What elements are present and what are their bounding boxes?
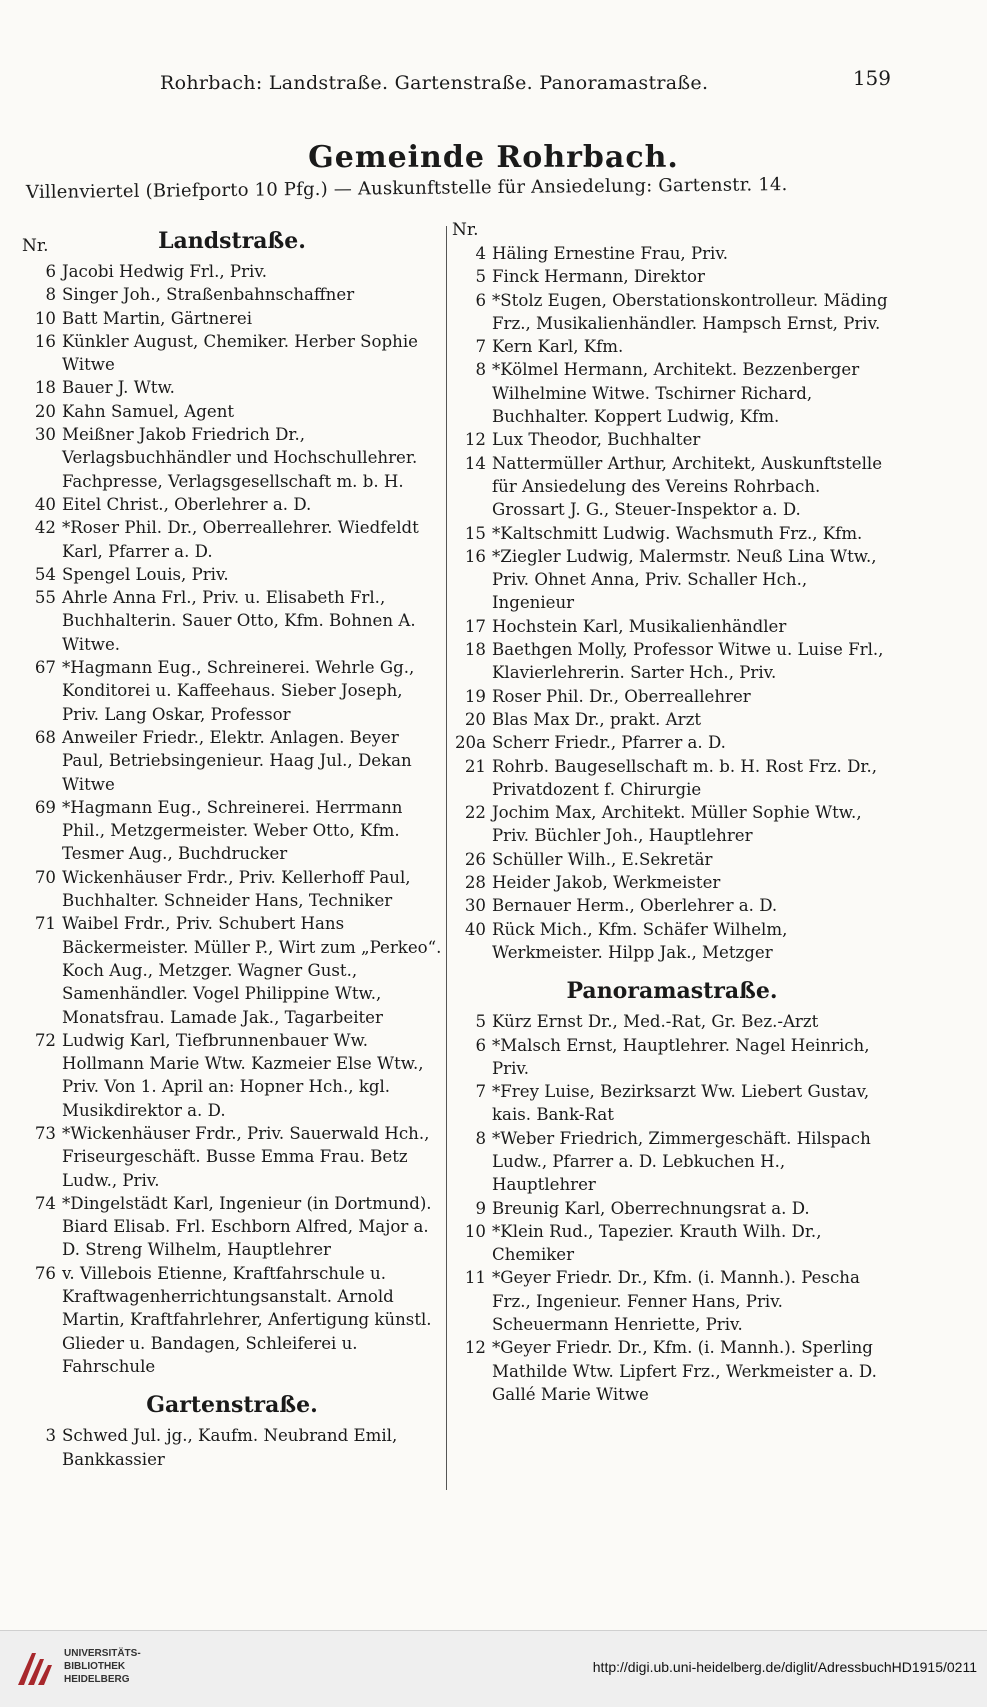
directory-entry — [452, 1336, 892, 1406]
resident-text: v. Villebois Etienne, Kraftfahrschule u. Kraftwagenherrichtungsanstalt. Arnold Martin, Kraftfahrlehrer, Anfertigung künstl. Glieder u. Bandagen, Schleiferei u. Fahrschule — [62, 1263, 432, 1376]
right-column — [452, 222, 892, 1406]
directory-entry — [22, 866, 442, 913]
house-number: 69 — [34, 797, 56, 817]
house-number: 10 — [464, 1221, 486, 1241]
house-number: 74 — [34, 1193, 56, 1213]
house-number: 20 — [464, 709, 486, 729]
directory-entry — [452, 1010, 892, 1033]
resident-text: Breunig Karl, Oberrechnungsrat a. D. — [492, 1198, 810, 1218]
directory-entry — [452, 1080, 892, 1127]
list-panoramastrasse — [452, 1010, 892, 1406]
directory-entry — [22, 516, 442, 563]
resident-text: Wickenhäuser Frdr., Priv. Kellerhoff Paul, Buchhalter. Schneider Hans, Techniker — [62, 867, 411, 911]
resident-text: Kahn Samuel, Agent — [62, 401, 235, 421]
resident-text: Schüller Wilh., E.Sekretär — [492, 849, 713, 869]
directory-entry — [22, 726, 442, 796]
directory-entry — [452, 1127, 892, 1197]
directory-entry — [22, 283, 442, 306]
resident-text: Baethgen Molly, Professor Witwe u. Luise Frl., Klavierlehrerin. Sarter Hch., Priv. — [492, 640, 884, 683]
resident-text: Schwed Jul. jg., Kaufm. Neubrand Emil, Bankkassier — [62, 1426, 398, 1469]
house-number: 28 — [464, 873, 486, 893]
resident-text: Künkler August, Chemiker. Herber Sophie Witwe — [62, 331, 418, 375]
directory-entry — [22, 796, 442, 866]
resident-text: Rück Mich., Kfm. Schäfer Wilhelm, Werkmeister. Hilpp Jak., Metzger — [492, 919, 788, 962]
house-number: 18 — [464, 640, 486, 660]
resident-text: *Kölmel Hermann, Architekt. Bezzenberger Wilhelmine Witwe. Tschirner Richard, Buchhalter. Koppert Ludwig, Kfm. — [492, 360, 860, 427]
directory-entry — [22, 376, 442, 399]
house-number: 26 — [464, 849, 486, 869]
directory-entry — [22, 260, 442, 283]
directory-entry — [22, 586, 442, 656]
directory-entry — [452, 428, 892, 451]
resident-text: Jochim Max, Architekt. Müller Sophie Wtw., Priv. Büchler Joh., Hauptlehrer — [492, 803, 862, 846]
directory-entry — [452, 731, 892, 754]
resident-text: Jacobi Hedwig Frl., Priv. — [62, 262, 268, 281]
resident-text: Ludwig Karl, Tiefbrunnenbauer Ww. Hollmann Marie Wtw. Kazmeier Else Wtw., Priv. Von 1. April an: Hopner Hch., kgl. Musikdirektor a. D. — [62, 1030, 424, 1120]
house-number: 40 — [464, 919, 486, 939]
page-subtitle: Villenviertel (Briefporto 10 Pfg.) — Auskunftstelle für Ansiedelung: Gartenstr. 14. — [25, 174, 788, 203]
directory-entry — [452, 685, 892, 708]
ub-heidelberg-logo-icon — [12, 1645, 56, 1689]
house-number: 55 — [34, 588, 56, 608]
resident-text: Meißner Jakob Friedrich Dr., Verlagsbuchhändler und Hochschullehrer. Fachpresse, Verlagsgesellschaft m. b. H. — [62, 425, 418, 491]
house-number: 19 — [464, 686, 486, 706]
house-number: 40 — [34, 494, 56, 514]
house-number: 30 — [34, 425, 56, 445]
resident-text: Bernauer Herm., Oberlehrer a. D. — [492, 896, 778, 916]
house-number: 8 — [45, 285, 56, 305]
house-number: 54 — [34, 564, 56, 584]
house-number: 12 — [464, 430, 486, 450]
directory-entry — [452, 1034, 892, 1081]
house-number: 7 — [475, 1082, 486, 1102]
resident-text: Lux Theodor, Buchhalter — [492, 430, 701, 450]
resident-text: Kürz Ernst Dr., Med.-Rat, Gr. Bez.-Arzt — [492, 1012, 819, 1032]
resident-text: Spengel Louis, Priv. — [62, 564, 229, 584]
directory-entry — [22, 493, 442, 516]
house-number: 16 — [464, 546, 486, 566]
resident-text: Roser Phil. Dr., Oberreallehrer — [492, 686, 751, 706]
directory-entry — [452, 1220, 892, 1267]
resident-text: *Roser Phil. Dr., Oberreallehrer. Wiedfeldt Karl, Pfarrer a. D. — [62, 518, 419, 561]
directory-entry — [22, 423, 442, 493]
resident-text: *Geyer Friedr. Dr., Kfm. (i. Mannh.). Sperling Mathilde Wtw. Lipfert Frz., Werkmeister a. D. Gallé Marie Witwe — [492, 1338, 877, 1404]
house-number: 76 — [34, 1263, 56, 1283]
house-number: 7 — [475, 337, 486, 357]
resident-text: Anweiler Friedr., Elektr. Anlagen. Beyer Paul, Betriebsingenieur. Haag Jul., Dekan Witwe — [62, 727, 412, 794]
directory-entry — [452, 289, 892, 336]
house-number: 67 — [34, 658, 56, 678]
directory-entry — [452, 358, 892, 428]
source-url-link[interactable]: http://digi.ub.uni-heidelberg.de/diglit/AdressbuchHD1915/0211 — [592, 1659, 977, 1675]
resident-text: *Klein Rud., Tapezier. Krauth Wilh. Dr., Chemiker — [492, 1221, 822, 1265]
resident-text: Häling Ernestine Frau, Priv. — [492, 244, 729, 263]
directory-entry — [452, 1266, 892, 1336]
directory-entry — [452, 755, 892, 802]
directory-entry — [22, 1424, 442, 1471]
resident-text: Bauer J. Wtw. — [62, 378, 175, 398]
resident-text: *Geyer Friedr. Dr., Kfm. (i. Mannh.). Pescha Frz., Ingenieur. Fenner Hans, Priv. Scheuermann Henriette, Priv. — [492, 1268, 860, 1335]
directory-entry — [22, 400, 442, 423]
house-number: 11 — [464, 1268, 486, 1288]
directory-entry — [22, 1192, 442, 1262]
house-number: 6 — [45, 262, 56, 281]
house-number: 6 — [475, 1035, 486, 1055]
directory-entry — [452, 522, 892, 545]
running-header: Rohrbach: Landstraße. Gartenstraße. Panoramastraße. — [160, 72, 709, 94]
list-gartenstrasse — [22, 1424, 442, 1471]
house-number: 8 — [475, 360, 486, 380]
house-number: 5 — [475, 267, 486, 287]
heading-landstrasse: Landstraße. — [158, 228, 306, 254]
heading-gartenstrasse: Gartenstraße. — [146, 1392, 318, 1419]
resident-text: Finck Hermann, Direktor — [492, 267, 705, 287]
resident-text: Singer Joh., Straßenbahnschaffner — [62, 285, 355, 305]
house-number: 14 — [464, 453, 486, 473]
resident-text: *Frey Luise, Bezirksarzt Ww. Liebert Gustav, kais. Bank-Rat — [492, 1082, 870, 1125]
directory-entry — [452, 452, 892, 522]
directory-entry — [452, 615, 892, 638]
house-number: 10 — [34, 308, 56, 328]
directory-entry — [22, 912, 442, 1028]
page-number: 159 — [852, 66, 891, 90]
directory-entry — [452, 242, 892, 265]
house-number: 73 — [34, 1123, 56, 1143]
resident-text: Waibel Frdr., Priv. Schubert Hans Bäckermeister. Müller P., Wirt zum „Perkeo“. Koch Aug., Metzger. Wagner Gust., Samenhändler. Vogel Philippine Wtw., Monatsfrau. Lamade Jak., Tagarbeiter — [62, 914, 442, 1027]
resident-text: Blas Max Dr., prakt. Arzt — [492, 709, 701, 729]
house-number: 4 — [475, 244, 486, 263]
page-title: Gemeinde Rohrbach. — [308, 140, 679, 175]
house-number: 70 — [34, 867, 56, 887]
resident-text: Nattermüller Arthur, Architekt, Auskunftstelle für Ansiedelung des Vereins Rohrbach. Grossart J. G., Steuer-Inspektor a. D. — [492, 453, 883, 520]
resident-text: Eitel Christ., Oberlehrer a. D. — [62, 494, 312, 514]
left-column: Nr. Landstraße. 6 Jacobi Hedwig Frl., Priv. 8 Singer Joh., Straßenbahnschaffner 10 Batt Martin, Gärtnerei 16 Künkler August, Chemiker. Herber Sophie Witwe 18 Bauer J. Wtw. 20 Kahn Samuel, Agent 30 Meißner Jakob Friedrich Dr., Verlagsbuchhändler und Hochschullehrer. Fachpresse, Verlagsgesellschaft m. b. H. 40 Eitel Christ., Oberlehrer a. D. 42 *Roser Phil. Dr., Oberreallehrer. Wiedfeldt Karl, Pfarrer a. D. 54 Spengel Louis, Priv. 55 Ahrle Anna Frl., Priv. u. Elisabeth Frl., Buchhalterin. Sauer Otto, Kfm. Bohnen A. Witwe. 67 *Hagmann Eug., Schreinerei. Wehrle Gg., Konditorei u. Kaffeehaus. Sieber Joseph, Priv. Lang Oskar, Professor 68 Anweiler Friedr., Elektr. Anlagen. Beyer Paul, Betriebsingenieur. Haag Jul., Dekan Witwe 69 *Hagmann Eug., Schreinerei. Herrmann Phil., Metzgermeister. Weber Otto, Kfm. Tesmer Aug., Buchdrucker 70 Wickenhäuser Frdr., Priv. Kellerhoff Paul, Buchhalter. Schneider Hans, Techniker 71 Waibel Frdr., Priv. Schubert Hans Bäckermeister. Müller P., Wirt zum „Perkeo“. Koch Aug., Metzger. Wagner Gust., Samenhändler. Vogel Philippine Wtw., Monatsfrau. Lamade Jak., Tagarbeiter 72 Ludwig Karl, Tiefbrunnenbauer Ww. Hollmann Marie Wtw. Kazmeier Else Wtw., Priv. Von 1. April an: Hopner Hch., kgl. Musikdirektor a. D. 73 *Wickenhäuser Frdr., Priv. Sauerwald Hch., Friseurgeschäft. Busse Emma Frau. Betz Ludw., Priv. 74 *Dingelstädt Karl, Ingenieur (in Dortmund). Biard Elisab. Frl. Eschborn Alfred, Major a. D. Streng Wilhelm, Hauptlehrer 76 v. Villebois Etienne, Kraftfahrschule u. Kraftwagenherrichtungsanstalt. Arnold Martin, Kraftfahrlehrer, Anfertigung künstl. Glieder u. Bandagen, Schleiferei u. Fahrschule Gartenstraße. 3 Schwed Jul. jg., Kaufm. Neubrand Emil, Bankkassier — [22, 222, 442, 1471]
house-number: 9 — [475, 1198, 486, 1218]
directory-entry — [452, 638, 892, 685]
house-number: 72 — [34, 1030, 56, 1050]
footer-bar — [0, 1630, 987, 1707]
house-number: 15 — [464, 523, 486, 543]
directory-entry — [452, 1197, 892, 1220]
directory-entry — [452, 708, 892, 731]
house-number: 20a — [454, 733, 486, 753]
resident-text: *Hagmann Eug., Schreinerei. Wehrle Gg., Konditorei u. Kaffeehaus. Sieber Joseph, Priv. Lang Oskar, Professor — [62, 658, 415, 724]
house-number: 68 — [34, 727, 56, 747]
house-number: 8 — [475, 1128, 486, 1148]
resident-text: *Kaltschmitt Ludwig. Wachsmuth Frz., Kfm. — [492, 523, 863, 543]
house-number: 17 — [464, 616, 486, 636]
resident-text: Kern Karl, Kfm. — [492, 337, 624, 357]
list-landstrasse — [22, 260, 442, 1378]
house-number: 42 — [34, 518, 56, 538]
directory-entry — [22, 563, 442, 586]
house-number: 18 — [34, 378, 56, 398]
resident-text: Scherr Friedr., Pfarrer a. D. — [492, 733, 726, 753]
house-number: 20 — [34, 401, 56, 421]
house-number: 22 — [464, 803, 486, 823]
directory-entry — [22, 1029, 442, 1122]
directory-entry — [452, 871, 892, 894]
nr-label-right: Nr. — [452, 220, 479, 240]
resident-text: Batt Martin, Gärtnerei — [62, 308, 253, 328]
resident-text: *Stolz Eugen, Oberstationskontrolleur. Mäding Frz., Musikalienhändler. Hampsch Ernst, Priv. — [492, 290, 888, 333]
resident-text: *Ziegler Ludwig, Malermstr. Neuß Lina Wtw., Priv. Ohnet Anna, Priv. Schaller Hch., Ingenieur — [492, 546, 877, 613]
directory-entry — [22, 1262, 442, 1378]
resident-text: *Malsch Ernst, Hauptlehrer. Nagel Heinrich, Priv. — [492, 1035, 870, 1078]
house-number: 6 — [475, 290, 486, 310]
directory-entry — [452, 335, 892, 358]
directory-entry — [22, 1122, 442, 1192]
directory-entry — [452, 848, 892, 871]
house-number: 5 — [475, 1012, 486, 1032]
column-divider — [446, 226, 447, 1490]
institution-name: UNIVERSITÄTS- BIBLIOTHEK HEIDELBERG — [64, 1648, 141, 1685]
house-number: 21 — [464, 756, 486, 776]
directory-entry — [452, 265, 892, 288]
resident-text: *Weber Friedrich, Zimmergeschäft. Hilspach Ludw., Pfarrer a. D. Lebkuchen H., Hauptlehrer — [492, 1128, 871, 1195]
directory-entry — [452, 894, 892, 917]
heading-panoramastrasse: Panoramastraße. — [566, 978, 778, 1005]
resident-text: Ahrle Anna Frl., Priv. u. Elisabeth Frl., Buchhalterin. Sauer Otto, Kfm. Bohnen A. Witwe. — [62, 588, 416, 654]
resident-text: Hochstein Karl, Musikalienhändler — [492, 616, 787, 636]
house-number: 16 — [34, 331, 56, 351]
resident-text: *Wickenhäuser Frdr., Priv. Sauerwald Hch., Friseurgeschäft. Busse Emma Frau. Betz Ludw., Priv. — [62, 1123, 430, 1190]
directory-entry — [452, 918, 892, 965]
directory-entry — [452, 545, 892, 615]
house-number: 12 — [464, 1338, 486, 1358]
resident-text: *Dingelstädt Karl, Ingenieur (in Dortmund). Biard Elisab. Frl. Eschborn Alfred, Major a. D. Streng Wilhelm, Hauptlehrer — [62, 1193, 432, 1260]
directory-entry — [22, 330, 442, 377]
resident-text: *Hagmann Eug., Schreinerei. Herrmann Phil., Metzgermeister. Weber Otto, Kfm. Tesmer Aug., Buchdrucker — [62, 797, 403, 864]
directory-entry — [22, 307, 442, 330]
list-gartenstrasse-continued — [452, 242, 892, 964]
house-number: 3 — [45, 1426, 56, 1446]
directory-entry — [22, 656, 442, 726]
house-number: 30 — [464, 896, 486, 916]
house-number: 71 — [34, 914, 56, 934]
resident-text: Heider Jakob, Werkmeister — [492, 873, 721, 893]
resident-text: Rohrb. Baugesellschaft m. b. H. Rost Frz. Dr., Privatdozent f. Chirurgie — [492, 756, 878, 799]
directory-entry — [452, 801, 892, 848]
